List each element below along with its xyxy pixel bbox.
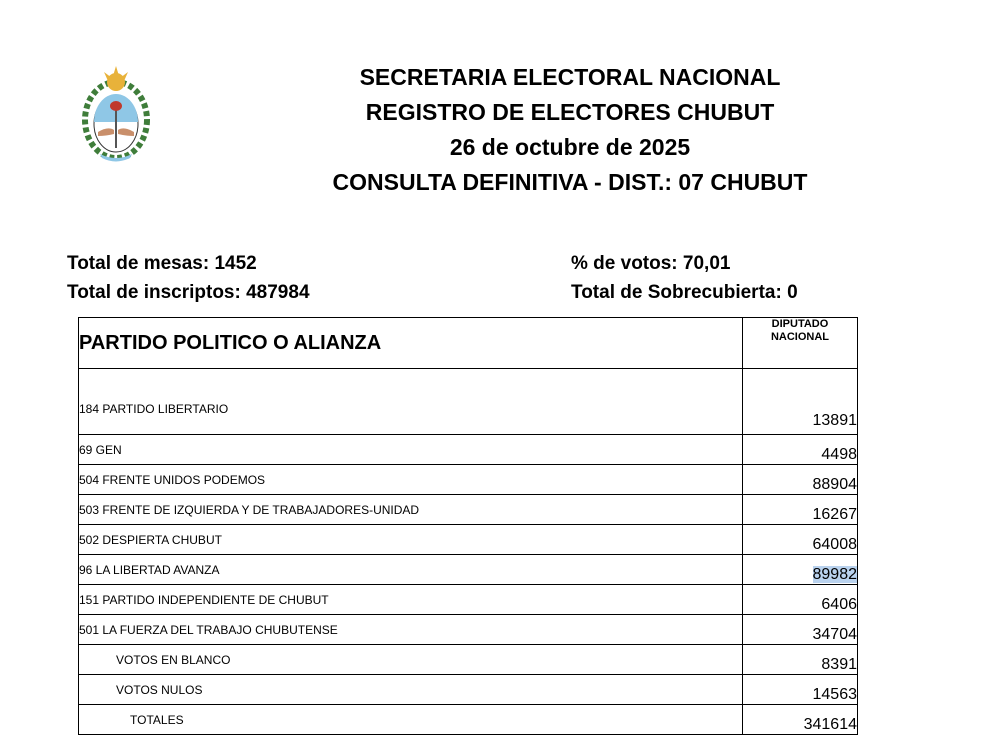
total-inscriptos: Total de inscriptos: 487984	[67, 282, 310, 303]
table-header-row	[79, 318, 858, 369]
totals-value: 341614	[743, 705, 858, 735]
table-row	[79, 675, 858, 705]
total-sobrecubierta: Total de Sobrecubierta: 0	[571, 282, 798, 303]
header-title: SECRETARIA ELECTORAL NACIONAL	[359, 64, 781, 90]
party-name: 503 FRENTE DE IZQUIERDA Y DE TRABAJADORES-UNIDAD	[79, 495, 743, 525]
party-votes: 13891	[743, 369, 858, 435]
party-votes: 88904	[743, 465, 858, 495]
party-name: 502 DESPIERTA CHUBUT	[79, 525, 743, 555]
column-header-votes-line2: NACIONAL	[770, 331, 830, 343]
party-votes: 4498	[743, 435, 858, 465]
table-row	[79, 555, 858, 585]
document-header	[300, 60, 840, 200]
blank-votes-label: VOTOS EN BLANCO	[79, 645, 743, 675]
table-row	[79, 369, 858, 435]
party-name: 184 PARTIDO LIBERTARIO	[79, 369, 743, 435]
party-votes: 6406	[743, 585, 858, 615]
results-table	[78, 317, 858, 735]
party-votes: 16267	[743, 495, 858, 525]
column-header-votes-line1: DIPUTADO	[771, 318, 829, 330]
party-votes: 34704	[743, 615, 858, 645]
total-mesas: Total de mesas: 1452	[67, 253, 257, 274]
party-name: 151 PARTIDO INDEPENDIENTE DE CHUBUT	[79, 585, 743, 615]
header-date: 26 de octubre de 2025	[449, 134, 691, 160]
column-header-votes	[743, 318, 858, 369]
party-name: 504 FRENTE UNIDOS PODEMOS	[79, 465, 743, 495]
party-name: 501 LA FUERZA DEL TRABAJO CHUBUTENSE	[79, 615, 743, 645]
null-votes-label: VOTOS NULOS	[79, 675, 743, 705]
table-row	[79, 585, 858, 615]
totals-label: TOTALES	[79, 705, 743, 735]
summary-left	[67, 249, 310, 307]
table-row	[79, 465, 858, 495]
header-registry: REGISTRO DE ELECTORES CHUBUT	[365, 99, 775, 125]
party-votes: 64008	[743, 525, 858, 555]
header-query: CONSULTA DEFINITIVA - DIST.: 07 CHUBUT	[332, 169, 808, 195]
column-header-party: PARTIDO POLITICO O ALIANZA	[79, 318, 743, 369]
table-row	[79, 435, 858, 465]
table-row	[79, 615, 858, 645]
selected-text-highlight[interactable]: 89982	[812, 566, 857, 583]
blank-votes-value: 8391	[743, 645, 858, 675]
table-row	[79, 525, 858, 555]
table-row	[79, 495, 858, 525]
party-votes-selected[interactable]	[743, 555, 858, 585]
table-row	[79, 645, 858, 675]
summary-right	[571, 249, 798, 307]
vote-percentage: % de votos: 70,01	[571, 253, 731, 274]
null-votes-value: 14563	[743, 675, 858, 705]
party-name: 96 LA LIBERTAD AVANZA	[79, 555, 743, 585]
national-coat-of-arms-icon	[80, 66, 152, 166]
party-name: 69 GEN	[79, 435, 743, 465]
